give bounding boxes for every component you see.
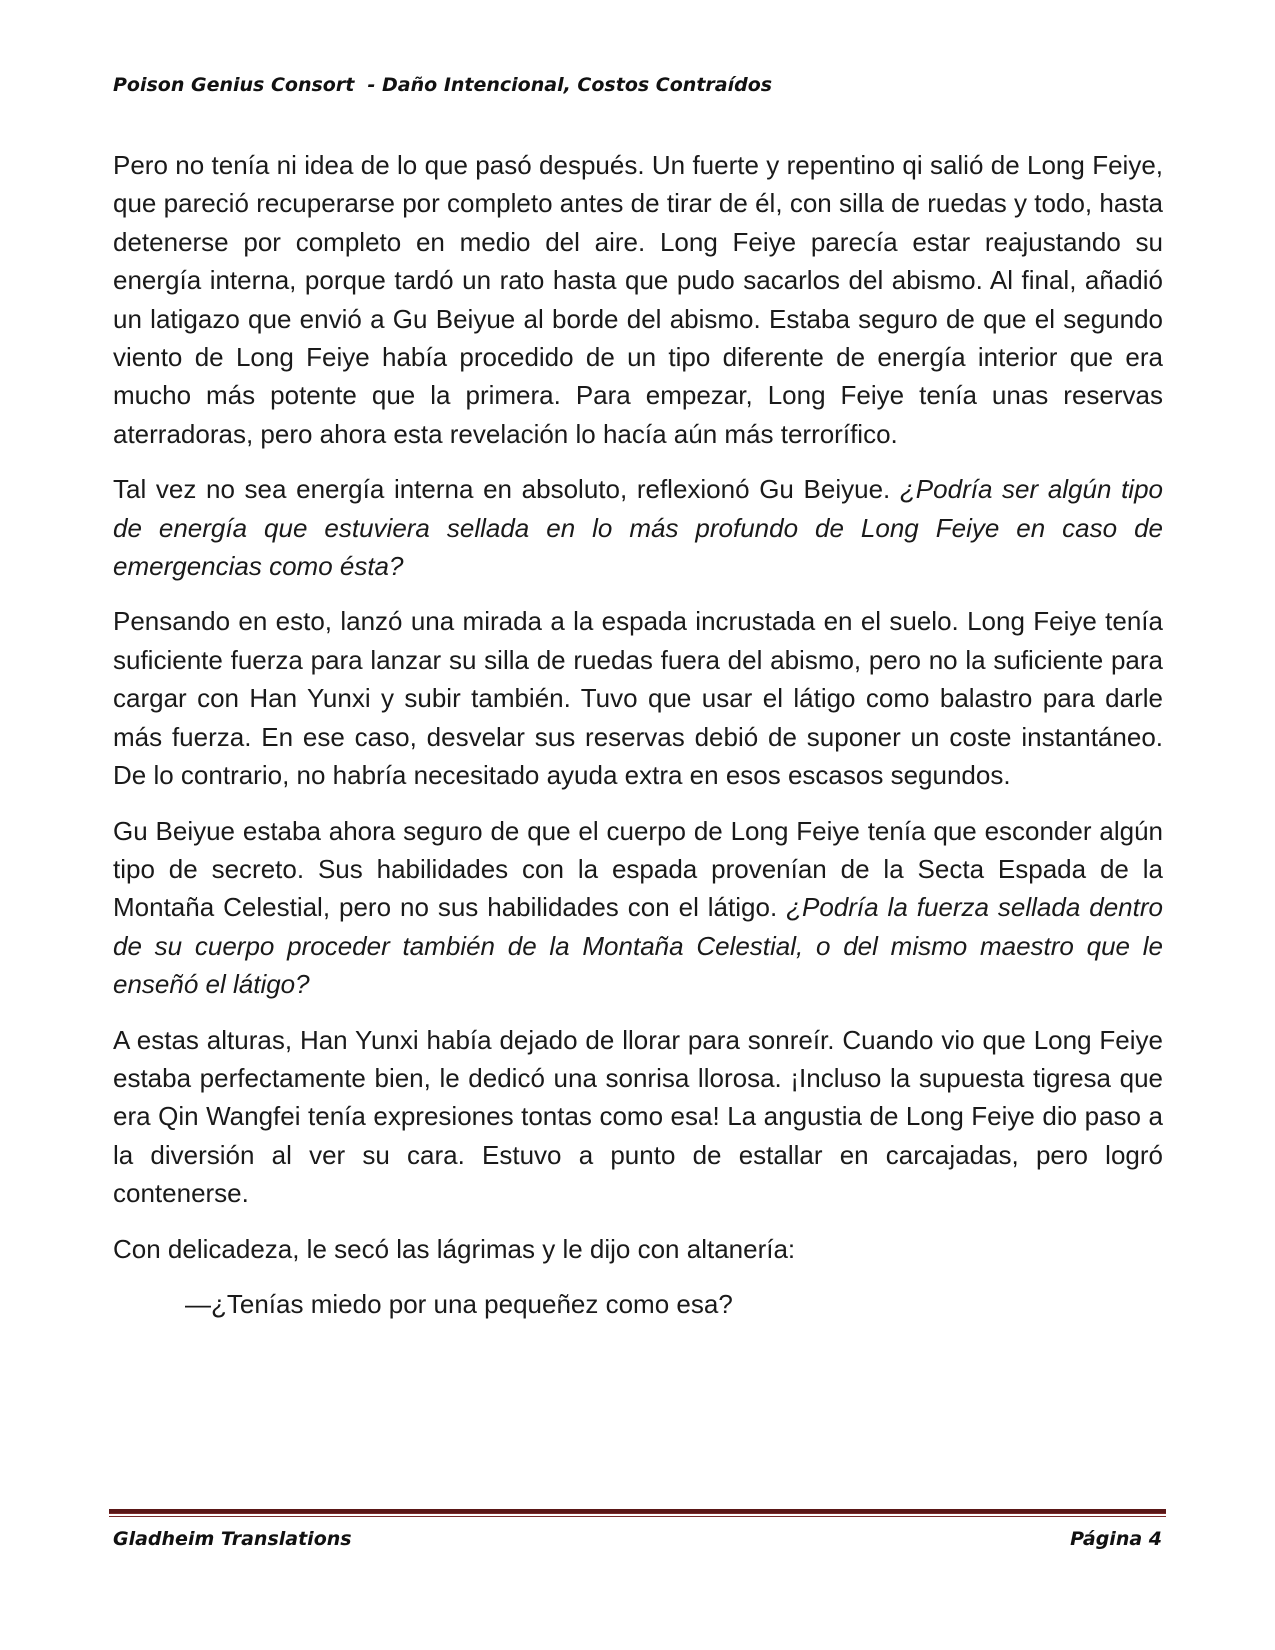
- footer-divider: [109, 1509, 1166, 1514]
- page-header-title: Poison Genius Consort - Daño Intencional, Costos Contraídos: [113, 74, 773, 96]
- paragraph-4-text: Gu Beiyue estaba ahora seguro de que el cuerpo de Long Feiye tenía que esconder algún tipo de secreto. Sus habilidades con la espada provenían de la Secta Espada de la Montaña Celestial, pero no sus habilidades con el látigo.: [113, 815, 1163, 923]
- footer-divider-thin: [109, 1516, 1166, 1517]
- paragraph-6: [113, 1230, 1163, 1268]
- paragraph-1-text: Pero no tenía ni idea de lo que pasó después. Un fuerte y repentino qi salió de Long Feiye, que pareció recuperarse por completo antes de tirar de él, con silla de ruedas y todo, hasta detenerse por completo en medio del aire. Long Feiye parecía estar reajustando su energía interna, porque tardó un rato hasta que pudo sacarlos del abismo. Al final, añadió un latigazo que envió a Gu Beiyue al borde del abismo. Estaba seguro de que el segundo viento de Long Feiye había procedido de un tipo diferente de energía interior que era mucho más potente que la primera. Para empezar, Long Feiye tenía unas reservas aterradoras, pero ahora esta revelación lo hacía aún más terrorífico.: [113, 150, 1163, 449]
- paragraph-3-text: Pensando en esto, lanzó una mirada a la espada incrustada en el suelo. Long Feiye tenía suficiente fuerza para lanzar su silla de ruedas fuera del abismo, pero no la suficiente para cargar con Han Yunxi y subir también. Tuvo que usar el látigo como balastro para darle más fuerza. En ese caso, desvelar sus reservas debió de suponer un coste instantáneo. De lo contrario, no habría necesitado ayuda extra en esos escasos segundos.: [113, 606, 1163, 791]
- paragraph-1: [113, 146, 1163, 453]
- paragraph-5: [113, 1021, 1163, 1213]
- paragraph-3: [113, 602, 1163, 794]
- paragraph-4-italic: ¿Podría la fuerza sellada dentro de su cuerpo proceder también de la Montaña Celestial, o del mismo maestro que le enseñó el látigo?: [113, 892, 1163, 1000]
- footer-page-number: Página 4: [1070, 1528, 1162, 1550]
- paragraph-2-italic: ¿Podría ser algún tipo de energía que estuviera sellada en lo más profundo de Long Feiye en caso de emergencias como ésta?: [113, 474, 1164, 582]
- paragraph-4: [113, 812, 1163, 1004]
- paragraph-2-text: Tal vez no sea energía interna en absoluto, reflexionó Gu Beiyue.: [113, 474, 900, 505]
- dialogue-line: [113, 1285, 1163, 1323]
- page-body: [113, 146, 1163, 1340]
- paragraph-6-text: Con delicadeza, le secó las lágrimas y le dijo con altanería:: [113, 1233, 796, 1264]
- dialogue-line-text: —¿Tenías miedo por una pequeñez como esa?: [185, 1288, 733, 1319]
- paragraph-2: [113, 470, 1163, 585]
- paragraph-5-text: A estas alturas, Han Yunxi había dejado de llorar para sonreír. Cuando vio que Long Feiye estaba perfectamente bien, le dedicó una sonrisa llorosa. ¡Incluso la supuesta tigresa que era Qin Wangfei tenía expresiones tontas como esa! La angustia de Long Feiye dio paso a la diversión al ver su cara. Estuvo a punto de estallar en carcajadas, pero logró contenerse.: [113, 1024, 1163, 1209]
- footer-translator: Gladheim Translations: [113, 1528, 352, 1550]
